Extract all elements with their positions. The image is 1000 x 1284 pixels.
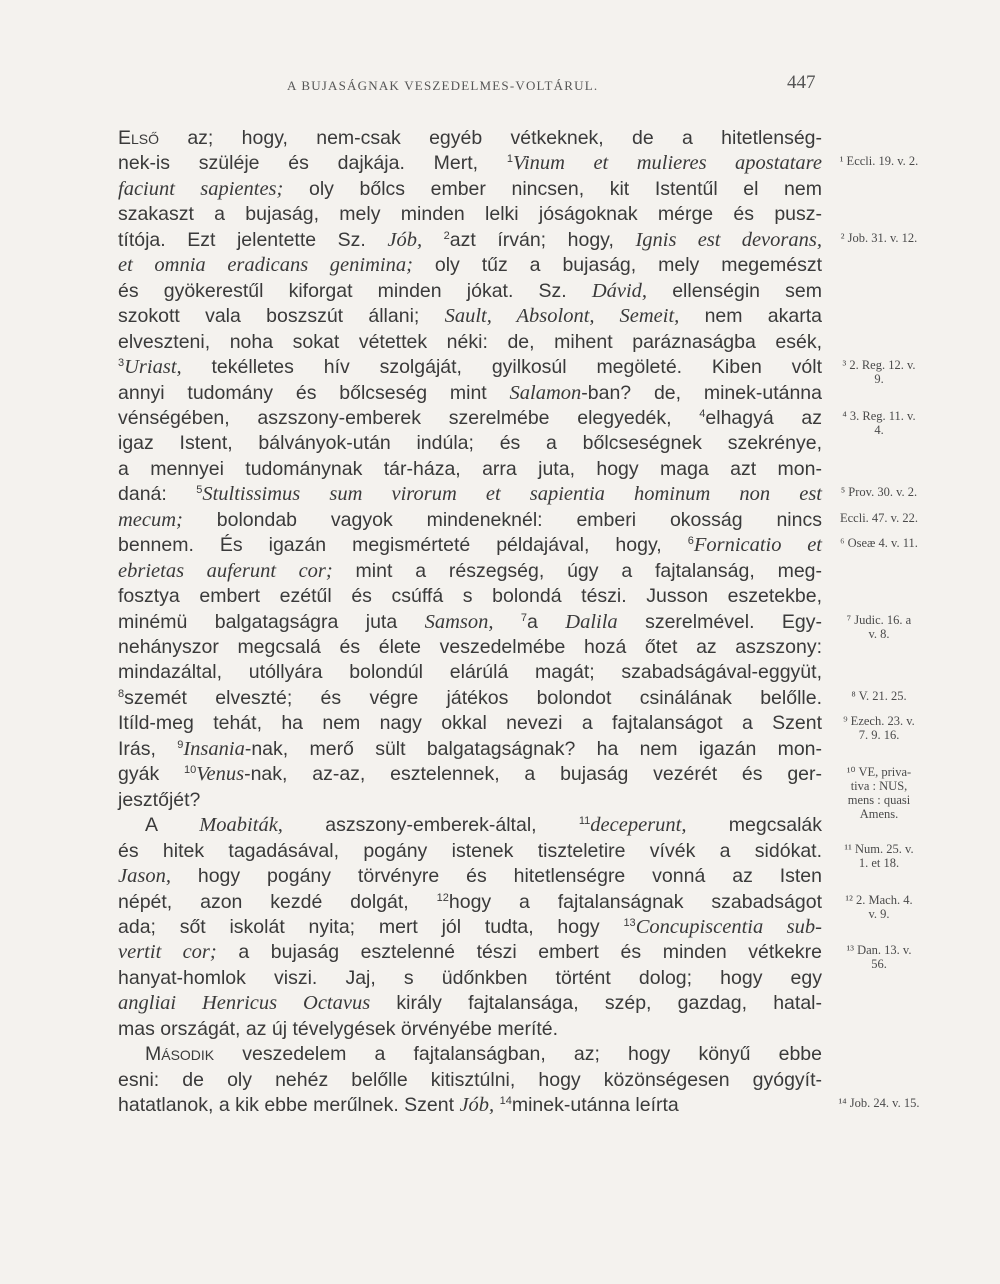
text-segment: király fajtalansága, szép, gazdag, hatal-: [370, 992, 822, 1015]
margin-note: ⁶ Oseæ 4. v. 11.: [840, 536, 918, 551]
text-segment: nem akarta: [679, 305, 823, 328]
italic-text: et omnia eradicans genimina;: [118, 254, 413, 277]
text-segment: Első: [118, 127, 160, 149]
text-segment: szakaszt a bujaság, mely minden lelki jóságoknak mérge és pusz-: [118, 203, 822, 226]
text-segment: A: [145, 814, 200, 837]
text-segment: jesztőjét?: [118, 788, 201, 811]
text-segment: és hitek tagadásával, pogány istenek tiszteletire vívék a sidókat.: [118, 839, 822, 862]
text-segment: -nak, az-az, esztelennek, a bujaság vezérét és ger-: [244, 763, 822, 786]
text-segment: nehányszor megcsalá és élete veszedelmébe hozá őtet az aszszony:: [118, 636, 822, 658]
italic-text: Dalila: [565, 610, 618, 633]
margin-note: ¹² 2. Mach. 4. v. 9.: [845, 892, 913, 921]
text-segment: [494, 611, 521, 633]
text-segment: elveszteni, noha sokat vétettek néki: de, mihent paráznaságba esék,: [118, 330, 822, 353]
margin-note: ¹⁰ VE, priva- tiva : NUS, mens : quasi Amens.: [846, 765, 912, 822]
text-segment: szemét elveszté; és végre játékos bolondot csinálának belőlle.: [124, 686, 822, 709]
text-segment: minémü balgatagságra juta: [118, 610, 425, 633]
italic-text: Dávid,: [591, 279, 648, 302]
text-segment: bolondab vagyok mindeneknél: emberi okosság nincs: [182, 508, 822, 531]
margin-note: ¹ Eccli. 19. v. 2.: [839, 154, 919, 169]
margin-note: ⁹ Ezech. 23. v. 7. 9. 16.: [843, 714, 915, 743]
text-segment: a: [527, 610, 566, 633]
text-segment: Irás,: [118, 737, 178, 760]
text-segment: ada; sőt iskolát nyita; mert jól tudta, hogy: [118, 915, 624, 938]
footnote-marker: 8: [118, 687, 125, 700]
italic-text: Ignis est devorans,: [635, 228, 822, 251]
text-segment: tekélletes hív szolgáját, gyilkosúl megöleté. Kiben vólt: [181, 356, 822, 379]
italic-text: angliai Henricus Octavus: [118, 992, 371, 1015]
text-segment: igaz Istent, bálványok-után indúla; és a bőlcseségnek szekrénye,: [118, 432, 822, 455]
margin-note: ⁵ Prov. 30. v. 2.: [840, 485, 918, 500]
italic-text: Uriast,: [124, 356, 182, 379]
footnote-marker: 12: [436, 891, 449, 904]
italic-text: deceperunt,: [590, 814, 687, 837]
text-segment: és gyökerestűl kiforgat minden jókat. Sz.: [118, 279, 592, 302]
text-segment: hanyat-homlok viszi. Jaj, s üdőnkben történt dolog; hogy egy: [118, 966, 822, 989]
italic-text: ebrietas auferunt cor;: [118, 559, 333, 582]
margin-note: ¹¹ Num. 25. v. 1. et 18.: [844, 841, 914, 870]
text-segment: azt írván; hogy,: [449, 228, 636, 251]
text-segment: elhagyá az: [705, 406, 822, 429]
margin-note: ² Job. 31. v. 12.: [840, 230, 918, 245]
footnote-marker: 3: [118, 357, 125, 370]
italic-text: Vinum et mulieres apostatare: [512, 152, 822, 175]
footnote-marker: 13: [623, 916, 636, 929]
margin-note: ⁴ 3. Reg. 11. v. 4.: [842, 408, 916, 437]
footnote-marker: 7: [520, 611, 528, 624]
text-segment: szokott vala boszszút állani;: [118, 305, 445, 328]
margin-note: ³ 2. Reg. 12. v. 9.: [842, 358, 916, 387]
text-segment: gyák: [118, 763, 184, 786]
text-segment: népét, azon kezdé dolgát,: [118, 890, 437, 913]
italic-text: Venus: [196, 763, 245, 786]
text-segment: mint a részegség, úgy a fajtalanság, meg-: [332, 559, 822, 582]
italic-text: Jób,: [459, 1094, 495, 1117]
italic-text: faciunt sapientes;: [118, 177, 284, 200]
italic-text: Samson,: [424, 610, 494, 633]
text-segment: ellenségin sem: [647, 279, 822, 302]
italic-text: Fornicatio et: [693, 534, 822, 557]
page-number: 447: [787, 72, 816, 93]
text-segment: az; hogy, nem-csak egyéb vétkeknek, de a hitetlenség-: [159, 127, 822, 149]
footnote-marker: 9: [177, 738, 184, 751]
text-segment: megcsalák: [686, 814, 823, 837]
text-line: [118, 1090, 822, 1120]
text-segment: vénségében, aszszony-emberek szerelmébe elegyedék,: [118, 406, 700, 429]
italic-text: Concupiscentia sub-: [635, 915, 822, 938]
margin-note: ⁷ Judic. 16. a v. 8.: [846, 612, 912, 641]
text-segment: títója. Ezt jelentette Sz.: [118, 228, 388, 251]
footnote-marker: 1: [506, 153, 513, 166]
italic-text: Insania: [183, 737, 245, 760]
text-segment: esni: de oly nehéz belőlle kitisztúlni, hogy közönségesen gyógyít-: [118, 1068, 822, 1091]
footnote-marker: 5: [196, 484, 203, 497]
italic-text: Jób,: [387, 228, 423, 251]
margin-note: ⁸ V. 21. 25.: [851, 688, 907, 703]
footnote-marker: 11: [578, 815, 591, 828]
text-segment: daná:: [118, 483, 197, 506]
margin-note: ¹³ Dan. 13. v. 56.: [846, 943, 912, 972]
text-segment: mindazáltal, utóllyára bolondúl elárúlá magát; szabadságával-eggyüt,: [118, 661, 822, 684]
text-segment: bennem. És igazán megismérteté példajával, hogy,: [118, 534, 688, 557]
text-segment: oly tűz a bujaság, mely megemészt: [412, 254, 822, 277]
italic-text: Jason,: [118, 865, 171, 888]
page-header: [0, 72, 1000, 102]
text-segment: Második: [145, 1043, 215, 1066]
italic-text: mecum;: [118, 508, 183, 531]
running-head: A BUJASÁGNAK VESZEDELMES-VOLTÁRUL.: [287, 78, 599, 93]
text-segment: a bujaság esztelenné tészi embert és minden vétkekre: [216, 941, 822, 964]
text-segment: hogy pogány törvényre és hitetlenségre vonná az Isten: [170, 865, 822, 888]
text-segment: hatatlanok, a kik ebbe merűlnek. Szent: [118, 1094, 460, 1117]
italic-text: vertit cor;: [118, 941, 217, 964]
italic-text: Salamon: [509, 381, 582, 404]
text-segment: [422, 229, 444, 251]
text-segment: szerelmével. Egy-: [617, 610, 823, 633]
text-segment: nek-is szüléje és dajkája. Mert,: [118, 152, 507, 175]
text-segment: Itíld-meg tehát, ha nem nagy okkal nevezi a fajtalanságot a Szent: [118, 712, 822, 735]
text-segment: mas országát, az új tévelygések örvényébe meríté.: [118, 1017, 559, 1040]
text-segment: -nak, merő sült balgatagságnak? ha nem igazán mon-: [244, 737, 823, 760]
text-segment: -ban? de, minek-utánna: [581, 381, 823, 404]
italic-text: Stultissimus sum virorum et sapientia hominum non est: [202, 483, 823, 506]
text-segment: a mennyei tudománynak tár-háza, arra juta, hogy maga azt mon-: [118, 457, 822, 480]
footnote-marker: 2: [443, 229, 450, 242]
footnote-marker: 10: [184, 764, 197, 777]
margin-note: Eccli. 47. v. 22.: [840, 510, 918, 525]
text-segment: annyi tudomány és bőlcseség mint: [118, 381, 510, 404]
italic-text: Moabiták,: [199, 814, 283, 837]
margin-note: ¹⁴ Job. 24. v. 15.: [838, 1096, 920, 1111]
footnote-marker: 14: [499, 1095, 512, 1108]
text-segment: minek-utánna leírta: [511, 1094, 679, 1117]
text-segment: oly bőlcs ember nincsen, kit Istentűl el nem: [283, 177, 822, 200]
footnote-marker: 4: [699, 407, 706, 420]
text-segment: aszszony-emberek-által,: [282, 814, 579, 837]
text-segment: veszedelem a fajtalanságban, az; hogy könyű ebbe: [214, 1043, 822, 1066]
text-segment: fosztya embert ezétűl és csúffá s bolondá tészi. Jusson eszetekbe,: [118, 585, 822, 608]
text-segment: hogy a fajtalanságnak szabadságot: [448, 890, 822, 913]
footnote-marker: 6: [687, 535, 694, 548]
italic-text: Sault, Absolont, Semeit,: [444, 305, 680, 328]
